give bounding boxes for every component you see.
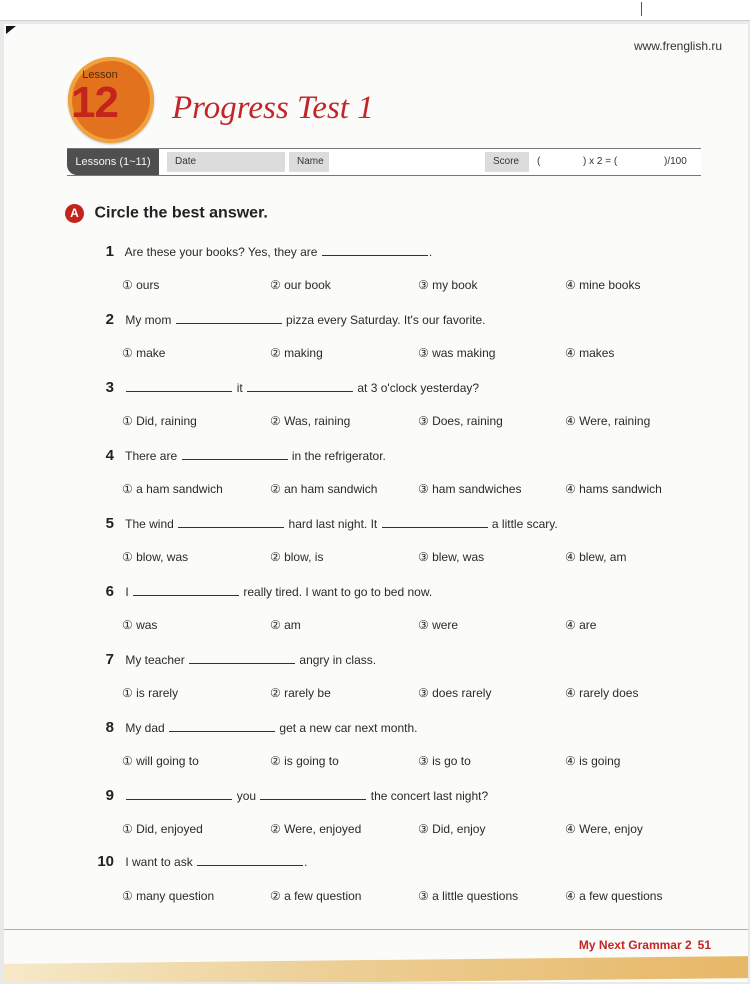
option-2[interactable]: ② is going to: [270, 754, 339, 768]
option-1[interactable]: ① will going to: [122, 754, 199, 768]
option-3[interactable]: ③ a little questions: [418, 889, 519, 903]
answer-blank[interactable]: [382, 516, 488, 528]
question-text: you: [236, 789, 257, 803]
question-text: at 3 o'clock yesterday?: [357, 381, 480, 395]
question-9-options: [122, 822, 722, 840]
option-2[interactable]: ② rarely be: [270, 686, 331, 700]
question-number: 7: [105, 651, 114, 668]
question-number: 1: [105, 243, 114, 260]
corner-mark: [6, 26, 16, 34]
question-text: I want to ask: [125, 855, 193, 869]
question-9: [90, 787, 710, 804]
question-5: [90, 515, 710, 532]
option-3[interactable]: ③ ham sandwiches: [418, 482, 522, 496]
date-field[interactable]: [167, 152, 285, 172]
question-number: 4: [105, 447, 114, 464]
question-text: I: [125, 585, 129, 599]
option-4[interactable]: ④ Were, raining: [565, 414, 651, 428]
option-4[interactable]: ④ blew, am: [565, 550, 627, 564]
lesson-number: 12: [71, 78, 118, 127]
worksheet-page: [4, 24, 748, 982]
site-url: www.frenglish.ru: [633, 39, 722, 53]
footer-book-title: [579, 938, 711, 952]
page-edge-mark: [641, 2, 642, 16]
question-text: There are: [125, 449, 178, 463]
option-3[interactable]: ③ my book: [418, 278, 478, 292]
question-number: 6: [105, 583, 114, 600]
question-text: in the refrigerator.: [291, 449, 386, 463]
answer-blank[interactable]: [178, 516, 284, 528]
score-total: )/100: [664, 156, 687, 167]
section-badge: A: [65, 204, 84, 223]
answer-blank[interactable]: [197, 854, 303, 866]
question-number: 2: [105, 311, 114, 328]
option-1[interactable]: ① is rarely: [122, 686, 179, 700]
score-label-box: [485, 152, 529, 172]
question-2: [90, 311, 710, 328]
option-1[interactable]: ① make: [122, 346, 166, 360]
question-3-options: [122, 414, 722, 432]
answer-blank[interactable]: [169, 720, 275, 732]
question-text: it: [236, 381, 243, 395]
option-4[interactable]: ④ hams sandwich: [565, 482, 662, 496]
question-4-options: [122, 482, 722, 500]
question-text: The wind: [125, 517, 174, 531]
question-number: 10: [97, 853, 114, 870]
option-3[interactable]: ③ does rarely: [418, 686, 492, 700]
page-number: 51: [697, 938, 711, 952]
option-1[interactable]: ① Did, raining: [122, 414, 197, 428]
question-6-options: [122, 618, 722, 636]
question-text: get a new car next month.: [279, 721, 418, 735]
option-4[interactable]: ④ makes: [565, 346, 615, 360]
question-5-options: [122, 550, 722, 568]
question-4: [90, 447, 710, 464]
option-3[interactable]: ③ Did, enjoy: [418, 822, 486, 836]
lesson-label: Lesson: [82, 69, 118, 81]
answer-blank[interactable]: [182, 448, 288, 460]
question-text: My mom: [125, 313, 172, 327]
option-4[interactable]: ④ is going: [565, 754, 621, 768]
question-text: pizza every Saturday. It's our favorite.: [286, 313, 486, 327]
option-3[interactable]: ③ blew, was: [418, 550, 485, 564]
answer-blank[interactable]: [176, 312, 282, 324]
question-10: [90, 853, 710, 870]
question-number: 5: [105, 515, 114, 532]
name-label: Name: [297, 156, 324, 167]
question-2-options: [122, 346, 722, 364]
question-text: a little scary.: [491, 517, 558, 531]
score-label: Score: [493, 156, 520, 167]
option-3[interactable]: ③ is go to: [418, 754, 471, 768]
question-number: 3: [105, 379, 114, 396]
answer-blank[interactable]: [133, 584, 239, 596]
option-2[interactable]: ② a few question: [270, 889, 362, 903]
option-4[interactable]: ④ mine books: [565, 278, 641, 292]
question-1: [90, 243, 710, 260]
question-6: [90, 583, 710, 600]
answer-blank[interactable]: [126, 788, 232, 800]
question-text: My dad: [125, 721, 165, 735]
option-3[interactable]: ③ were: [418, 618, 459, 632]
option-2[interactable]: ② an ham sandwich: [270, 482, 378, 496]
question-text: My teacher: [125, 653, 185, 667]
question-10-options: [122, 889, 722, 907]
answer-blank[interactable]: [189, 652, 295, 664]
option-2[interactable]: ② making: [270, 346, 323, 360]
option-2[interactable]: ② our book: [270, 278, 331, 292]
option-1[interactable]: ① ours: [122, 278, 160, 292]
option-1[interactable]: ① was: [122, 618, 158, 632]
question-1-options: [122, 278, 722, 296]
question-8: [90, 719, 710, 736]
question-3: [90, 379, 710, 396]
name-label-box: [289, 152, 329, 172]
book-title: My Next Grammar 2: [578, 938, 692, 952]
question-number: 9: [105, 787, 114, 804]
lesson-badge: [68, 57, 154, 143]
name-field[interactable]: [329, 152, 481, 172]
option-2[interactable]: ② blow, is: [270, 550, 324, 564]
option-4[interactable]: ④ a few questions: [565, 889, 663, 903]
option-4[interactable]: ④ are: [565, 618, 597, 632]
question-text: .: [428, 245, 433, 259]
option-1[interactable]: ① many question: [122, 889, 215, 903]
lessons-range-tag: Lessons (1~11): [67, 149, 159, 175]
option-1[interactable]: ① blow, was: [122, 550, 189, 564]
option-3[interactable]: ③ was making: [418, 346, 496, 360]
option-4[interactable]: ④ rarely does: [565, 686, 639, 700]
previous-page-strip: [0, 0, 750, 21]
option-1[interactable]: ① a ham sandwich: [122, 482, 223, 496]
footer-divider: [4, 929, 748, 930]
question-text: hard last night. It: [288, 517, 378, 531]
answer-blank[interactable]: [126, 380, 232, 392]
score-multiplier: ) x 2 = (: [583, 156, 618, 167]
question-number: 8: [105, 719, 114, 736]
option-2[interactable]: ② Was, raining: [270, 414, 351, 428]
question-text: angry in class.: [299, 653, 377, 667]
date-label: Date: [175, 156, 197, 167]
question-text: Are these your books? Yes, they are: [124, 245, 318, 259]
section-a-header: [65, 204, 268, 226]
question-text: the concert last night?: [370, 789, 489, 803]
option-2[interactable]: ② Were, enjoyed: [270, 822, 362, 836]
info-bar: [67, 148, 701, 176]
answer-blank[interactable]: [260, 788, 366, 800]
question-7-options: [122, 686, 722, 704]
option-2[interactable]: ② am: [270, 618, 301, 632]
section-instruction: Circle the best answer.: [94, 204, 268, 222]
answer-blank[interactable]: [322, 244, 428, 256]
question-8-options: [122, 754, 722, 772]
question-text: .: [304, 855, 308, 869]
option-1[interactable]: ① Did, enjoyed: [122, 822, 203, 836]
footer-band: [4, 956, 748, 982]
answer-blank[interactable]: [247, 380, 353, 392]
question-7: [90, 651, 710, 668]
question-text: really tired. I want to go to bed now.: [243, 585, 433, 599]
page-title: Progress Test 1: [172, 90, 374, 126]
option-4[interactable]: ④ Were, enjoy: [565, 822, 643, 836]
option-3[interactable]: ③ Does, raining: [418, 414, 503, 428]
score-open-paren: (: [537, 156, 541, 167]
